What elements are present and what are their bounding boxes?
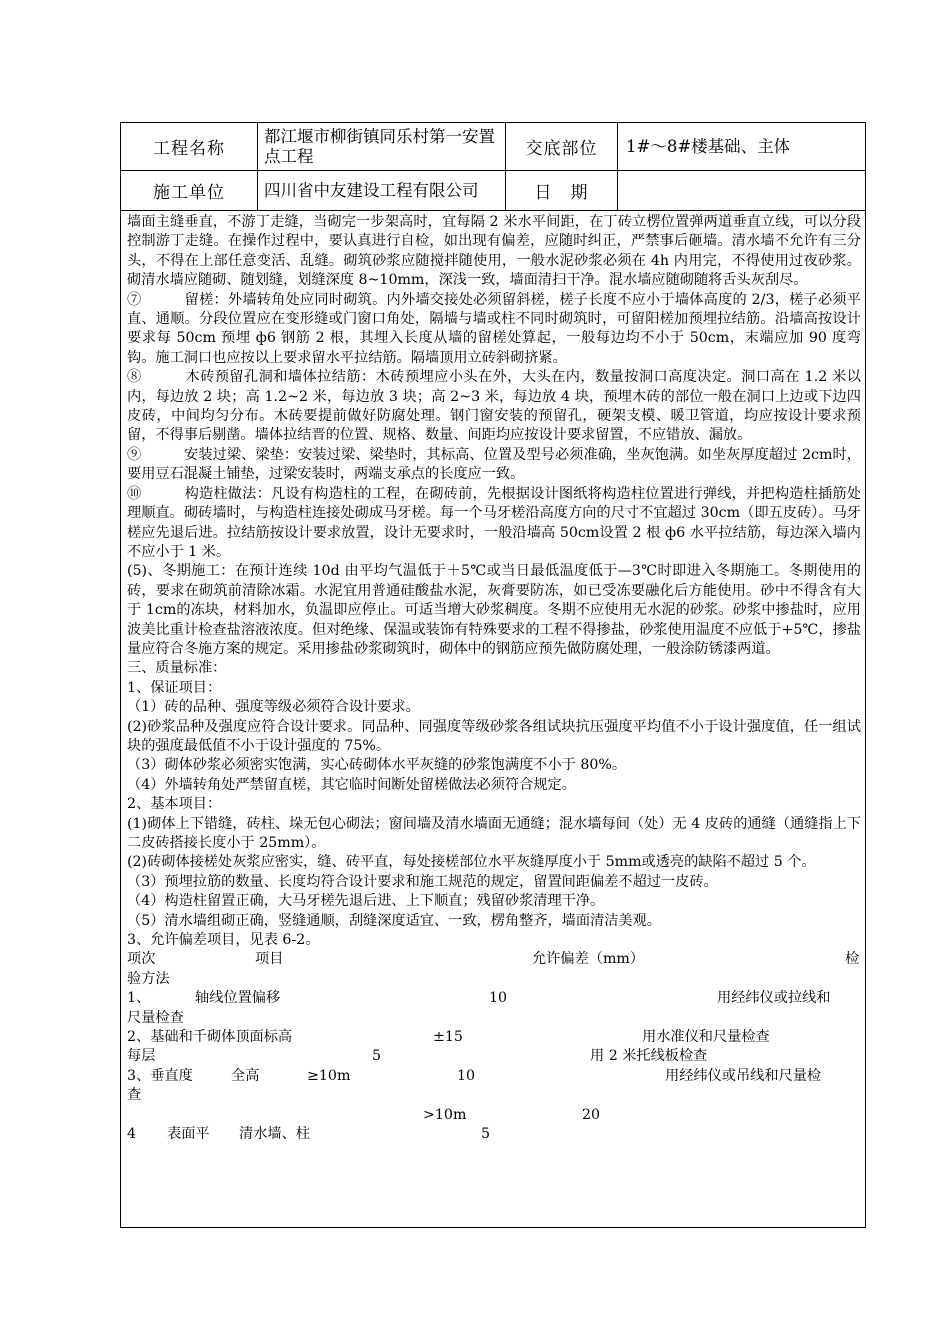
table-cell: 1、 <box>127 990 151 1007</box>
table-cell: 尺量检查 <box>127 1009 184 1026</box>
table-row <box>127 1086 861 1105</box>
paragraph: （5）清水墙组砌正确，竖缝通顺，刮缝深度适宜、一致，楞角整齐，墙面清洁美观。 <box>127 912 661 929</box>
table-cell: 用 2 米托线板检查 <box>590 1048 708 1065</box>
header-row-project <box>121 123 865 171</box>
table-cell: 5 <box>372 1048 382 1065</box>
paragraph: (1)砌体上下错缝，砖柱、垛无包心砌法；窗间墙及清水墙面无通缝；混水墙每间（处）无 4 皮砖的通缝（通缝指上下二皮砖搭接长度小于 25mm）。 <box>127 815 861 851</box>
table-cell: ≥10m <box>307 1067 351 1084</box>
table-row <box>127 1125 861 1144</box>
paragraph: （3）砌体砂浆必须密实饱满，实心砖砌体水平灰缝的砂浆饱满度不小于 80%。 <box>127 757 627 774</box>
paragraph: (5)、冬期施工：在预计连续 10d 由平均气温低于＋5℃或当日最低温度低于—3℃时即进入冬期施工。冬期使用的砖，要求在砌筑前清除冰霜。水泥宜用普通硅酸盐水泥，灰膏要防冻，如已受冻要融化后方能使用。砂中不得含有大于 1cm的冻块，材料加水，负温即应停止。可适当增大砂浆稠度。冬期不应使用无水泥的砂浆。砂浆中掺盐时，应用波美比重计检查盐溶液浓度。但对绝缘、保温或装饰有特殊要求的工程不得掺盐，砂浆使用温度不应低于+5℃，掺盐量应符合冬施方案的规定。采用掺盐砂浆砌筑时，砌体中的钢筋应预先做防腐处理，一般涂防锈漆两道。 <box>127 563 861 657</box>
table-cell: 查 <box>127 1087 142 1104</box>
paragraph: ⑨ 安装过梁、梁垫：安装过梁、梁垫时，其标高、位置及型号必须准确，坐灰饱满。如坐灰厚度超过 2cm时，要用豆石混凝土铺垫，过梁安装时，两端支承点的长度应一致。 <box>127 446 861 483</box>
paragraph: 3、允许偏差项目，见表 6-2。 <box>127 932 320 949</box>
col-method: 检 <box>845 951 860 968</box>
body-text <box>127 213 861 1144</box>
col-item: 项目 <box>255 951 284 968</box>
paragraph: (2)砖砌体接槎处灰浆应密实，缝、砖平直，每处接槎部位水平灰缝厚度小于 5mm或透亮的缺陷不超过 5 个。 <box>127 854 816 871</box>
table-row <box>127 1009 861 1028</box>
table-header-row <box>127 950 861 969</box>
table-row <box>127 1028 861 1047</box>
header-row-contractor <box>121 171 865 211</box>
date-label: 日 期 <box>506 171 618 210</box>
table-cell: 每层 <box>127 1048 156 1065</box>
col-tolerance: 允许偏差（mm） <box>532 951 645 968</box>
paragraph: 墙面主缝垂直，不游丁走缝，当砌完一步架高时，宜每隔 2 米水平间距，在丁砖立楞位置弹两道垂直立线，可以分段控制游丁走缝。在操作过程中，要认真进行自检，如出现有偏差，应随时纠正，严禁事后砸墙。清水墙不允许有三分头，不得在上部任意变活、乱缝。砌筑砂浆应随搅拌随使用，一般水泥砂浆必须在 4h 内用完，不得使用过夜砂浆。砌清水墙应随砌、随划缝，划缝深度 8~10mm，深浅一致，墙面清扫干净。混水墙应随砌随将舌头灰刮尽。 <box>127 214 861 289</box>
paragraph: （4）构造柱留置正确，大马牙槎先退后进、上下顺直；残留砂浆清理干净。 <box>127 893 605 910</box>
table-cell: 20 <box>582 1106 601 1123</box>
position-value: 1#～8#楼基础、主体 <box>626 136 791 156</box>
table-cell: 用经纬仪或吊线和尺量检 <box>665 1067 822 1084</box>
tolerance-table <box>127 950 861 1144</box>
table-cell: 用水准仪和尺量检查 <box>642 1029 770 1045</box>
disclosure-document <box>120 122 866 1228</box>
project-name-value: 都江堰市柳街镇同乐村第一安置点工程 <box>258 123 506 170</box>
table-cell: 5 <box>481 1125 491 1142</box>
table-header-row-cont <box>127 970 861 989</box>
table-cell: >10m <box>423 1106 467 1123</box>
contractor-value: 四川省中友建设工程有限公司 <box>258 171 506 210</box>
table-row <box>127 1047 861 1066</box>
table-cell: ±15 <box>433 1029 463 1045</box>
col-method-cont: 验方法 <box>127 970 170 987</box>
table-row <box>127 989 861 1008</box>
col-item-no: 项次 <box>127 951 156 968</box>
table-cell: 轴线位置偏移 <box>195 990 281 1007</box>
table-row <box>127 1067 861 1086</box>
paragraph: (2)砂浆品种及强度应符合设计要求。同品种、同强度等级砂浆各组试块抗压强度平均值不小于设计强度值，任一组试块的强度最低值不小于设计强度的 75%。 <box>127 718 861 754</box>
table-cell: 4 <box>127 1125 137 1142</box>
table-cell: 2、基础和千砌体顶面标高 <box>127 1029 293 1045</box>
section-heading: 三、质量标准： <box>127 660 227 677</box>
table-cell: 清水墙、柱 <box>239 1125 310 1142</box>
table-cell: 10 <box>457 1067 476 1084</box>
paragraph: （1）砖的品种、强度等级必须符合设计要求。 <box>127 699 420 716</box>
date-value <box>618 171 867 210</box>
paragraph: ⑦ 留槎：外墙转角处应同时砌筑。内外墙交接处必须留斜槎，槎子长度不应小于墙体高度的 2/3，槎子必须平直、通顺。分段位置应在变形缝或门窗口角处，隔墙与墙或柱不同时砌筑时，可留阳槎加预埋拉结筋。沿墙高按设计要求每 50cm 预埋 ф6 钢筋 2 根，其埋入长度从墙的留槎处算起，一般每边均不小于 50cm，末端应加 90 度弯钩。施工洞口也应按以上要求留水平拉结筋。隔墙顶用立砖斜砌挤紧。 <box>127 291 861 366</box>
paragraph: （4）外墙转角处严禁留直槎，其它临时间断处留槎做法必须符合规定。 <box>127 776 576 793</box>
project-name-label: 工程名称 <box>121 123 258 170</box>
contractor-label: 施工单位 <box>121 171 258 210</box>
position-label: 交底部位 <box>506 123 618 170</box>
table-cell: 表面平 <box>167 1125 210 1142</box>
sub-heading: 2、基本项目： <box>127 796 222 813</box>
paragraph: （3）预埋拉筋的数量、长度均符合设计要求和施工规范的规定，留置间距偏差不超过一皮砖。 <box>127 873 718 890</box>
paragraph: ⑩ 构造柱做法：凡设有构造柱的工程，在砌砖前，先根据设计图纸将构造柱位置进行弹线，并把构造柱插筋处理顺直。砌砖墙时，与构造柱连接处砌成马牙槎。每一个马牙槎沿高度方向的尺寸不宜超过 30cm（即五皮砖）。马牙槎应先退后进。拉结筋按设计要求放置，设计无要求时，一般沿墙高 50cm设置 2 根 ф6 水平拉结筋，每边深入墙内不应小于 1 米。 <box>127 485 861 560</box>
table-cell: 3、垂直度 <box>127 1067 193 1084</box>
sub-heading: 1、保证项目： <box>127 679 222 696</box>
paragraph: ⑧ 木砖预留孔洞和墙体拉结筋：木砖预埋应小头在外，大头在内，数量按洞口高度决定。洞口高在 1.2 米以内，每边放 2 块；高 1.2~2 米，每边放 3 块；高 2~3 米，每边放 4 块，预埋木砖的部位一般在洞口上边或下边四皮砖，中间均匀分布。木砖要提前做好防腐处理。钢门窗安装的预留孔，硬架支模、暖卫管道，均应按设计要求预留，不得事后剔凿。墙体拉结晋的位置、规格、数量、间距均应按设计要求留置，不应错放、漏放。 <box>127 369 861 444</box>
table-cell: 全高 <box>231 1067 260 1084</box>
table-cell: 用经纬仪或拉线和 <box>717 990 831 1007</box>
table-cell: 10 <box>489 990 508 1007</box>
table-row <box>127 1106 861 1125</box>
